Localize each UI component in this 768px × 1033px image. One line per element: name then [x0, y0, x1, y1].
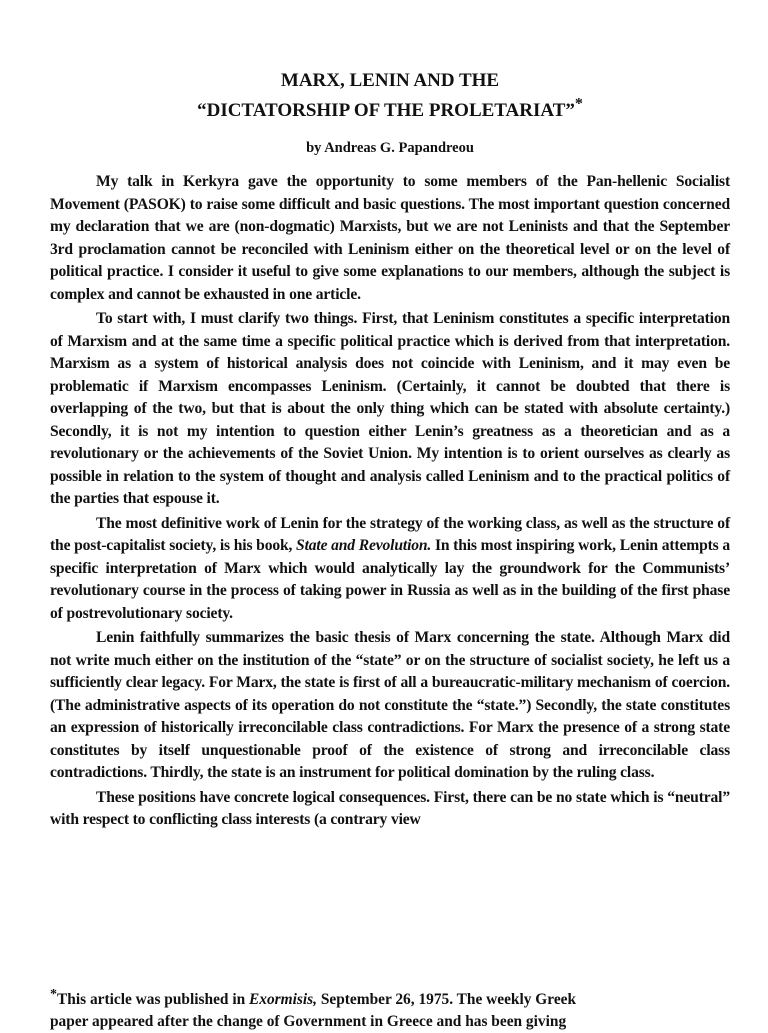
footnote-line-2: paper appeared after the change of Government in Greece and has been giving — [50, 1013, 567, 1030]
paragraph-4: Lenin faithfully summarizes the basic thesis of Marx concerning the state. Although Marx did not write much either on the institution of the “state” or on the structure of socialist society, he left us a sufficiently clear legacy. For Marx, the state is first of all a bureaucratic-military mechanism of coercion. (The administrative aspects of its operation do not constitute the “state.”) Secondly, the state constitutes an expression of historically irreconcilable class contradictions. For Marx the presence of a strong state constitutes by itself unquestionable proof of the existence of strong and irreconcilable class contradictions. Thirdly, the state is an instrument for political domination by the ruling class. — [50, 629, 730, 781]
publication-name: Exormisis, — [249, 991, 317, 1008]
footnote — [50, 986, 730, 1033]
paragraph-1: My talk in Kerkyra gave the opportunity to some members of the Pan-hellenic Socialist Movement (PASOK) to raise some difficult and basic questions. The most important question concerned my declaration that we are (non-dogmatic) Marxists, but we are not Leninists and that the September 3rd proclamation cannot be reconciled with Leninism either on the theoretical level or on the level of political practice. I consider it useful to give some explanations to our members, although the subject is complex and cannot be exhausted in one article. — [50, 173, 730, 303]
document-page — [50, 0, 730, 1030]
paragraph-3-text-before: The most definitive work of Lenin for the strategy of the working class, as well as the structure of the post-capitalist society, is his book, — [50, 514, 730, 554]
footnote-mark: * — [50, 986, 57, 1002]
paragraph-3 — [50, 513, 730, 626]
article-title — [50, 66, 730, 126]
paragraph-5: These positions have concrete logical consequences. First, there can be no state which is “neutral” with respect to conflicting class interests (a contrary view — [50, 788, 730, 828]
footnote-text-after: September 26, 1975. The weekly Greek — [317, 991, 577, 1008]
title-line-2 — [50, 96, 730, 126]
paragraph-3-text-after: In this most inspiring work, Lenin attempts a specific interpretation of Marx which would analytically lay the groundwork for the Communists’ revolutionary course in the process of taking power in Russia as well as in the building of the first phase of postrevolutionary society. — [50, 537, 730, 622]
title-footnote-mark: * — [574, 95, 583, 113]
byline: by Andreas G. Papandreou — [306, 140, 474, 156]
footnote-text-before: This article was published in — [57, 991, 249, 1008]
book-title: State and Revolution. — [296, 537, 432, 554]
article-body — [50, 171, 730, 832]
title-line-2-text: “DICTATORSHIP OF THE PROLETARIAT” — [197, 100, 575, 121]
paragraph-2: To start with, I must clarify two things. First, that Leninism constitutes a specific interpretation of Marxism and at the same time a specific political practice which is derived from that interpretation. Marxism as a system of historical analysis does not coincide with Leninism, and it may even be problematic if Marxism encompasses Leninism. (Certainly, it cannot be doubted that there is overlapping of the two, but that is about the only thing which can be stated with absolute certainty.) Secondly, it is not my intention to question either Lenin’s greatness as a theoretician and as a revolutionary or the achievements of the Soviet Union. My intention is to orient ourselves as clearly as possible in relation to the system of thought and analysis called Leninism and to the practical politics of the parties that espouse it. — [50, 310, 730, 507]
title-line-1: MARX, LENIN AND THE — [280, 70, 500, 91]
